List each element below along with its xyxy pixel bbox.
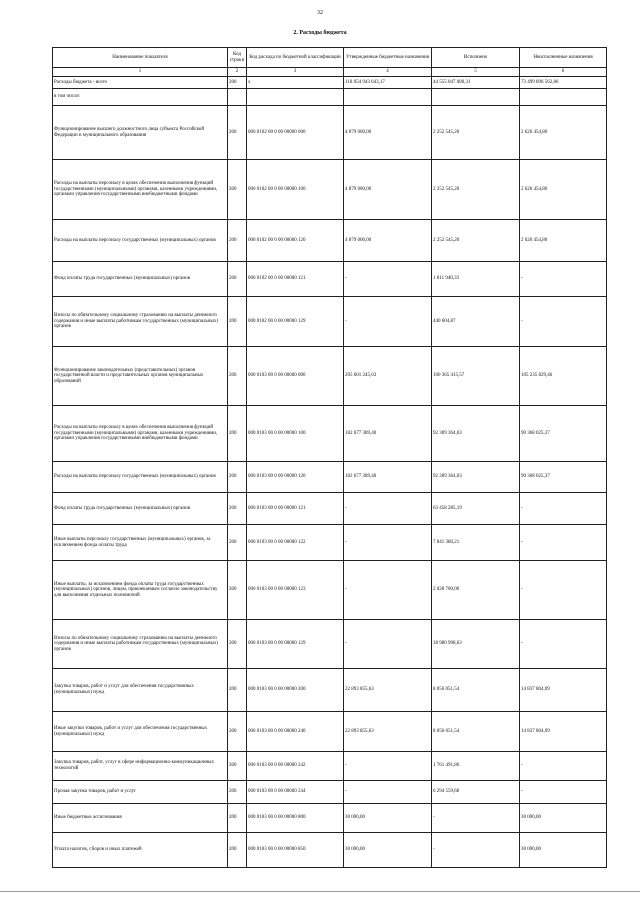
row-unexecuted: 30 000,00 (520, 804, 607, 833)
row-executed: 44 555 047 080,31 (432, 77, 520, 89)
row-classification: 000 0103 00 0 00 00000 129 (247, 620, 344, 669)
row-approved: 182 677 389,40 (344, 462, 432, 493)
row-unexecuted: - (520, 262, 607, 297)
row-approved: 118 054 943 643,17 (344, 77, 432, 89)
row-name: Функционирование законодательных (представительных) органов государственной власти и представительных органов муниципальных образований (53, 347, 228, 406)
row-unexecuted: 14 837 804,09 (520, 712, 607, 752)
row-classification: 000 0103 00 0 00 00000 242 (247, 752, 344, 781)
row-classification: 000 0103 00 0 00 00000 120 (247, 462, 344, 493)
row-executed: - (432, 833, 520, 868)
section-title: 2. Расходы бюджета (293, 30, 347, 36)
row-classification: 000 0102 00 0 00 00000 100 (247, 160, 344, 220)
table-row (53, 462, 607, 493)
table-row (53, 297, 607, 347)
header-executed: Исполнено (432, 48, 520, 68)
row-approved: - (344, 752, 432, 781)
row-classification: 000 0102 00 0 00 00000 000 (247, 106, 344, 160)
row-executed: 2 028 700,00 (432, 561, 520, 620)
row-approved: - (344, 297, 432, 347)
row-name: Расходы бюджета - всего (53, 77, 228, 89)
row-executed: - (432, 804, 520, 833)
table-row (53, 220, 607, 262)
row-code (228, 89, 247, 106)
row-name: Фонд оплаты труда государственных (муниципальных) органов (53, 493, 228, 525)
row-unexecuted: - (520, 297, 607, 347)
row-name: Уплата налогов, сборов и иных платежей (53, 833, 228, 868)
row-code: 200 (228, 781, 247, 804)
row-approved: 182 677 389,40 (344, 406, 432, 462)
row-approved: 30 000,00 (344, 833, 432, 868)
table-row (53, 804, 607, 833)
row-unexecuted: 30 000,00 (520, 833, 607, 868)
row-unexecuted: 105 235 829,46 (520, 347, 607, 406)
row-executed: 8 056 051,54 (432, 669, 520, 712)
table-row (53, 493, 607, 525)
row-name: Функционирование высшего должностного лица субъекта Российской Федерации и муниципального образования (53, 106, 228, 160)
column-number: 6 (520, 68, 607, 77)
row-unexecuted: - (520, 620, 607, 669)
row-name: Расходы на выплаты персоналу в целях обеспечения выполнения функций государственными (муниципальными) органами, казенными учреждениями, органами управления государственными внебюджетными фондами (53, 160, 228, 220)
row-executed: 100 365 415,57 (432, 347, 520, 406)
table-body (53, 77, 607, 868)
row-approved: - (344, 620, 432, 669)
row-name: Закупка товаров, работ, услуг в сфере информационно-коммуникационных технологий (53, 752, 228, 781)
row-approved: 4 879 000,00 (344, 160, 432, 220)
table-row (53, 561, 607, 620)
table-row (53, 752, 607, 781)
row-code: 200 (228, 347, 247, 406)
row-name: Прочая закупка товаров, работ и услуг (53, 781, 228, 804)
row-code: 200 (228, 77, 247, 89)
row-name: Взносы по обязательному социальному страхованию на выплаты денежного содержания и иные выплаты работникам государственных (муниципальных) органов (53, 297, 228, 347)
row-code: 200 (228, 752, 247, 781)
row-classification: 000 0102 00 0 00 00000 121 (247, 262, 344, 297)
row-classification: 000 0102 00 0 00 00000 129 (247, 297, 344, 347)
table-row (53, 669, 607, 712)
column-number: 5 (432, 68, 520, 77)
row-name: Иные бюджетные ассигнования (53, 804, 228, 833)
row-classification: 000 0103 00 0 00 00000 244 (247, 781, 344, 804)
row-unexecuted: 90 368 025,37 (520, 406, 607, 462)
row-executed: 92 309 364,03 (432, 406, 520, 462)
row-unexecuted: 2 626 454,80 (520, 106, 607, 160)
row-code: 200 (228, 804, 247, 833)
table-row (53, 781, 607, 804)
row-executed: 63 458 285,19 (432, 493, 520, 525)
row-unexecuted: - (520, 561, 607, 620)
table-row (53, 262, 607, 297)
row-executed: 18 980 998,63 (432, 620, 520, 669)
row-approved: 22 893 855,63 (344, 669, 432, 712)
column-number: 2 (228, 68, 247, 77)
row-name: в том числе: (53, 89, 228, 106)
row-unexecuted: 2 626 454,80 (520, 160, 607, 220)
row-name: Фонд оплаты труда государственных (муниципальных) органов (53, 262, 228, 297)
column-number: 4 (344, 68, 432, 77)
table-row (53, 406, 607, 462)
row-name: Закупка товаров, работ и услуг для обеспечения государственных (муниципальных) нужд (53, 669, 228, 712)
row-executed: 8 056 051,54 (432, 712, 520, 752)
table-row (53, 77, 607, 89)
row-code: 200 (228, 462, 247, 493)
row-approved: - (344, 781, 432, 804)
row-approved: 30 000,00 (344, 804, 432, 833)
table-header (53, 48, 607, 77)
row-code: 200 (228, 833, 247, 868)
table-row (53, 525, 607, 561)
row-code: 200 (228, 220, 247, 262)
row-code: 200 (228, 106, 247, 160)
row-code: 200 (228, 561, 247, 620)
table-row (53, 833, 607, 868)
row-unexecuted: 90 368 025,37 (520, 462, 607, 493)
header-approved: Утвержденные бюджетные назначения (344, 48, 432, 68)
row-classification: 000 0103 00 0 00 00000 200 (247, 669, 344, 712)
row-classification: 000 0103 00 0 00 00000 850 (247, 833, 344, 868)
row-classification: 000 0103 00 0 00 00000 100 (247, 406, 344, 462)
row-code: 200 (228, 406, 247, 462)
table-row (53, 106, 607, 160)
table-row (53, 160, 607, 220)
table-row (53, 712, 607, 752)
row-name: Расходы на выплаты персоналу государственных (муниципальных) органов (53, 220, 228, 262)
row-approved: - (344, 525, 432, 561)
row-unexecuted: - (520, 525, 607, 561)
row-approved: - (344, 493, 432, 525)
row-name: Иные выплаты персоналу государственных (муниципальных) органов, за исключением фонда оплаты труда (53, 525, 228, 561)
row-code: 200 (228, 493, 247, 525)
row-classification: 000 0103 00 0 00 00000 122 (247, 525, 344, 561)
row-classification: 000 0103 00 0 00 00000 240 (247, 712, 344, 752)
row-approved: - (344, 262, 432, 297)
row-name: Расходы на выплаты персоналу в целях обеспечения выполнения функций государственными (муниципальными) органами, казенными учреждениями, органами управления государственными внебюджетными фондами (53, 406, 228, 462)
row-unexecuted: - (520, 493, 607, 525)
row-executed: 92 309 364,03 (432, 462, 520, 493)
row-name: Иные выплаты, за исключением фонда оплаты труда государственных (муниципальных) органов, лицам, привлекаемым согласно законодательству для выполнения отдельных полномочий (53, 561, 228, 620)
column-number: 3 (247, 68, 344, 77)
row-approved (344, 89, 432, 106)
row-unexecuted: - (520, 752, 607, 781)
row-name: Иные закупки товаров, работ и услуг для обеспечения государственных (муниципальных) нужд (53, 712, 228, 752)
header-code: Код строки (228, 48, 247, 68)
row-code: 200 (228, 297, 247, 347)
row-executed (432, 89, 520, 106)
row-classification: 000 0103 00 0 00 00000 800 (247, 804, 344, 833)
row-name: Взносы по обязательному социальному страхованию на выплаты денежного содержания и иные выплаты работникам государственных (муниципальных) органов (53, 620, 228, 669)
row-name: Расходы на выплаты персоналу государственных (муниципальных) органов (53, 462, 228, 493)
row-approved: 4 879 000,00 (344, 220, 432, 262)
row-classification: x (247, 77, 344, 89)
row-unexecuted: 14 837 804,09 (520, 669, 607, 712)
row-approved: - (344, 561, 432, 620)
column-number-row (53, 68, 607, 77)
row-classification: 000 0103 00 0 00 00000 121 (247, 493, 344, 525)
row-code: 200 (228, 262, 247, 297)
bottom-rule (0, 891, 640, 892)
row-classification: 000 0102 00 0 00 00000 120 (247, 220, 344, 262)
row-code: 200 (228, 620, 247, 669)
row-executed: 1 761 491,86 (432, 752, 520, 781)
row-unexecuted: 2 626 454,80 (520, 220, 607, 262)
row-approved: 22 893 855,63 (344, 712, 432, 752)
row-approved: 205 601 245,03 (344, 347, 432, 406)
row-executed: 440 604,87 (432, 297, 520, 347)
row-executed: 6 294 559,68 (432, 781, 520, 804)
row-executed: 1 811 940,33 (432, 262, 520, 297)
row-unexecuted: - (520, 781, 607, 804)
header-unexecuted: Неисполненные назначения (520, 48, 607, 68)
row-code: 200 (228, 712, 247, 752)
row-approved: 4 879 000,00 (344, 106, 432, 160)
row-code: 200 (228, 669, 247, 712)
header-name: Наименование показателя (53, 48, 228, 68)
column-number: 1 (53, 68, 228, 77)
expenses-table (52, 47, 607, 868)
header-classification: Код расхода по бюджетной классификации (247, 48, 344, 68)
row-code: 200 (228, 160, 247, 220)
row-code: 200 (228, 525, 247, 561)
page-number: 32 (317, 10, 323, 16)
row-unexecuted (520, 89, 607, 106)
table-row (53, 347, 607, 406)
row-executed: 7 841 380,21 (432, 525, 520, 561)
row-executed: 2 252 545,20 (432, 160, 520, 220)
row-classification: 000 0103 00 0 00 00000 123 (247, 561, 344, 620)
table-row (53, 620, 607, 669)
table-row (53, 89, 607, 106)
row-classification: 000 0103 00 0 00 00000 000 (247, 347, 344, 406)
row-executed: 2 252 545,20 (432, 220, 520, 262)
row-classification (247, 89, 344, 106)
row-executed: 2 252 545,20 (432, 106, 520, 160)
row-unexecuted: 73 499 896 562,86 (520, 77, 607, 89)
